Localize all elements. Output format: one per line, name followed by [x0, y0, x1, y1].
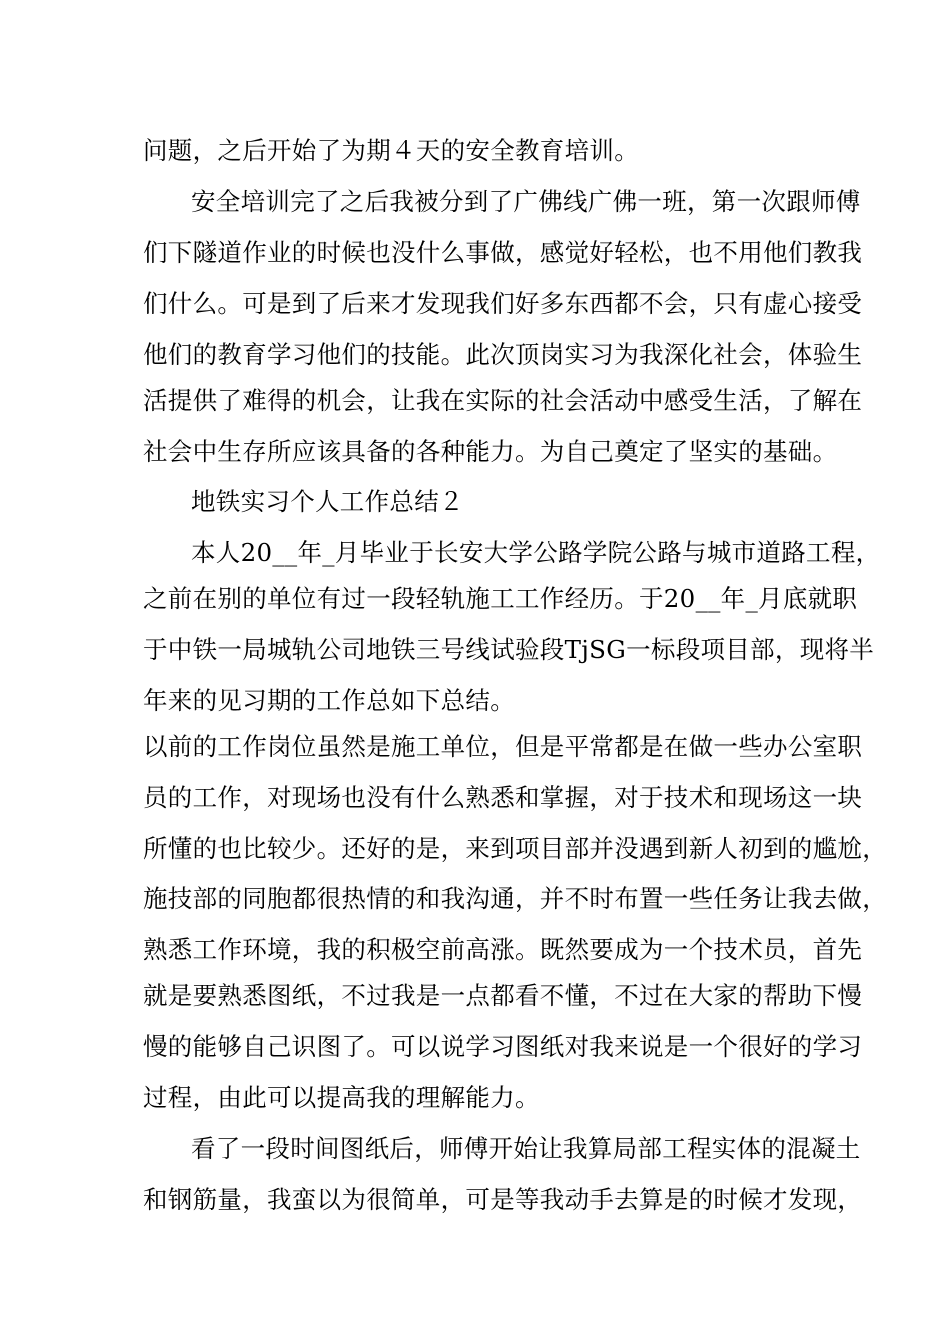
paragraph-first-line: 以前的工作岗位虽然是施工单位，但是平常都是在做一些办公室职 — [143, 732, 863, 761]
text-line: 们下隧道作业的时候也没什么事做，感觉好轻松，也不用他们教我 — [143, 238, 863, 267]
text-line: 年来的见习期的工作总如下总结。 — [143, 686, 515, 715]
paragraph-first-line: 看了一段时间图纸后，师傅开始让我算局部工程实体的混凝土 — [191, 1134, 861, 1163]
text-line: 就是要熟悉图纸，不过我是一点都看不懂，不过在大家的帮助下慢 — [143, 981, 863, 1010]
text-line: 社会中生存所应该具备的各种能力。为自己奠定了坚实的基础。 — [143, 437, 838, 466]
text-line: 们什么。可是到了后来才发现我们好多东西都不会，只有虚心接受 — [143, 289, 863, 318]
text-line: 所懂的也比较少。还好的是，来到项目部并没遇到新人初到的尴尬， — [143, 834, 887, 863]
section-heading: 地铁实习个人工作总结２ — [191, 487, 464, 516]
text-line: 于中铁一局城轨公司地铁三号线试验段TjSG一标段项目部，现将半 — [143, 635, 875, 664]
text-line: 问题，之后开始了为期４天的安全教育培训。 — [143, 136, 639, 165]
text-line: 他们的教育学习他们的技能。此次顶岗实习为我深化社会，体验生 — [143, 340, 863, 369]
text-line: 慢的能够自己识图了。可以说学习图纸对我来说是一个很好的学习 — [143, 1032, 863, 1061]
paragraph-first-line: 本人20__年_月毕业于长安大学公路学院公路与城市道路工程， — [191, 538, 881, 567]
text-line: 活提供了难得的机会，让我在实际的社会活动中感受生活，了解在 — [143, 386, 863, 415]
text-line: 之前在别的单位有过一段轻轨施工工作经历。于20__年_月底就职 — [143, 584, 858, 613]
text-line: 和钢筋量，我蛮以为很简单，可是等我动手去算是的时候才发现， — [143, 1185, 863, 1214]
text-line: 过程，由此可以提高我的理解能力。 — [143, 1083, 540, 1112]
text-line: 熟悉工作环境，我的积极空前高涨。既然要成为一个技术员，首先 — [143, 935, 863, 964]
paragraph-first-line: 安全培训完了之后我被分到了广佛线广佛一班，第一次跟师傅 — [191, 187, 861, 216]
text-line: 施技部的同胞都很热情的和我沟通，并不时布置一些任务让我去做， — [143, 884, 887, 913]
text-line: 员的工作，对现场也没有什么熟悉和掌握，对于技术和现场这一块 — [143, 783, 863, 812]
